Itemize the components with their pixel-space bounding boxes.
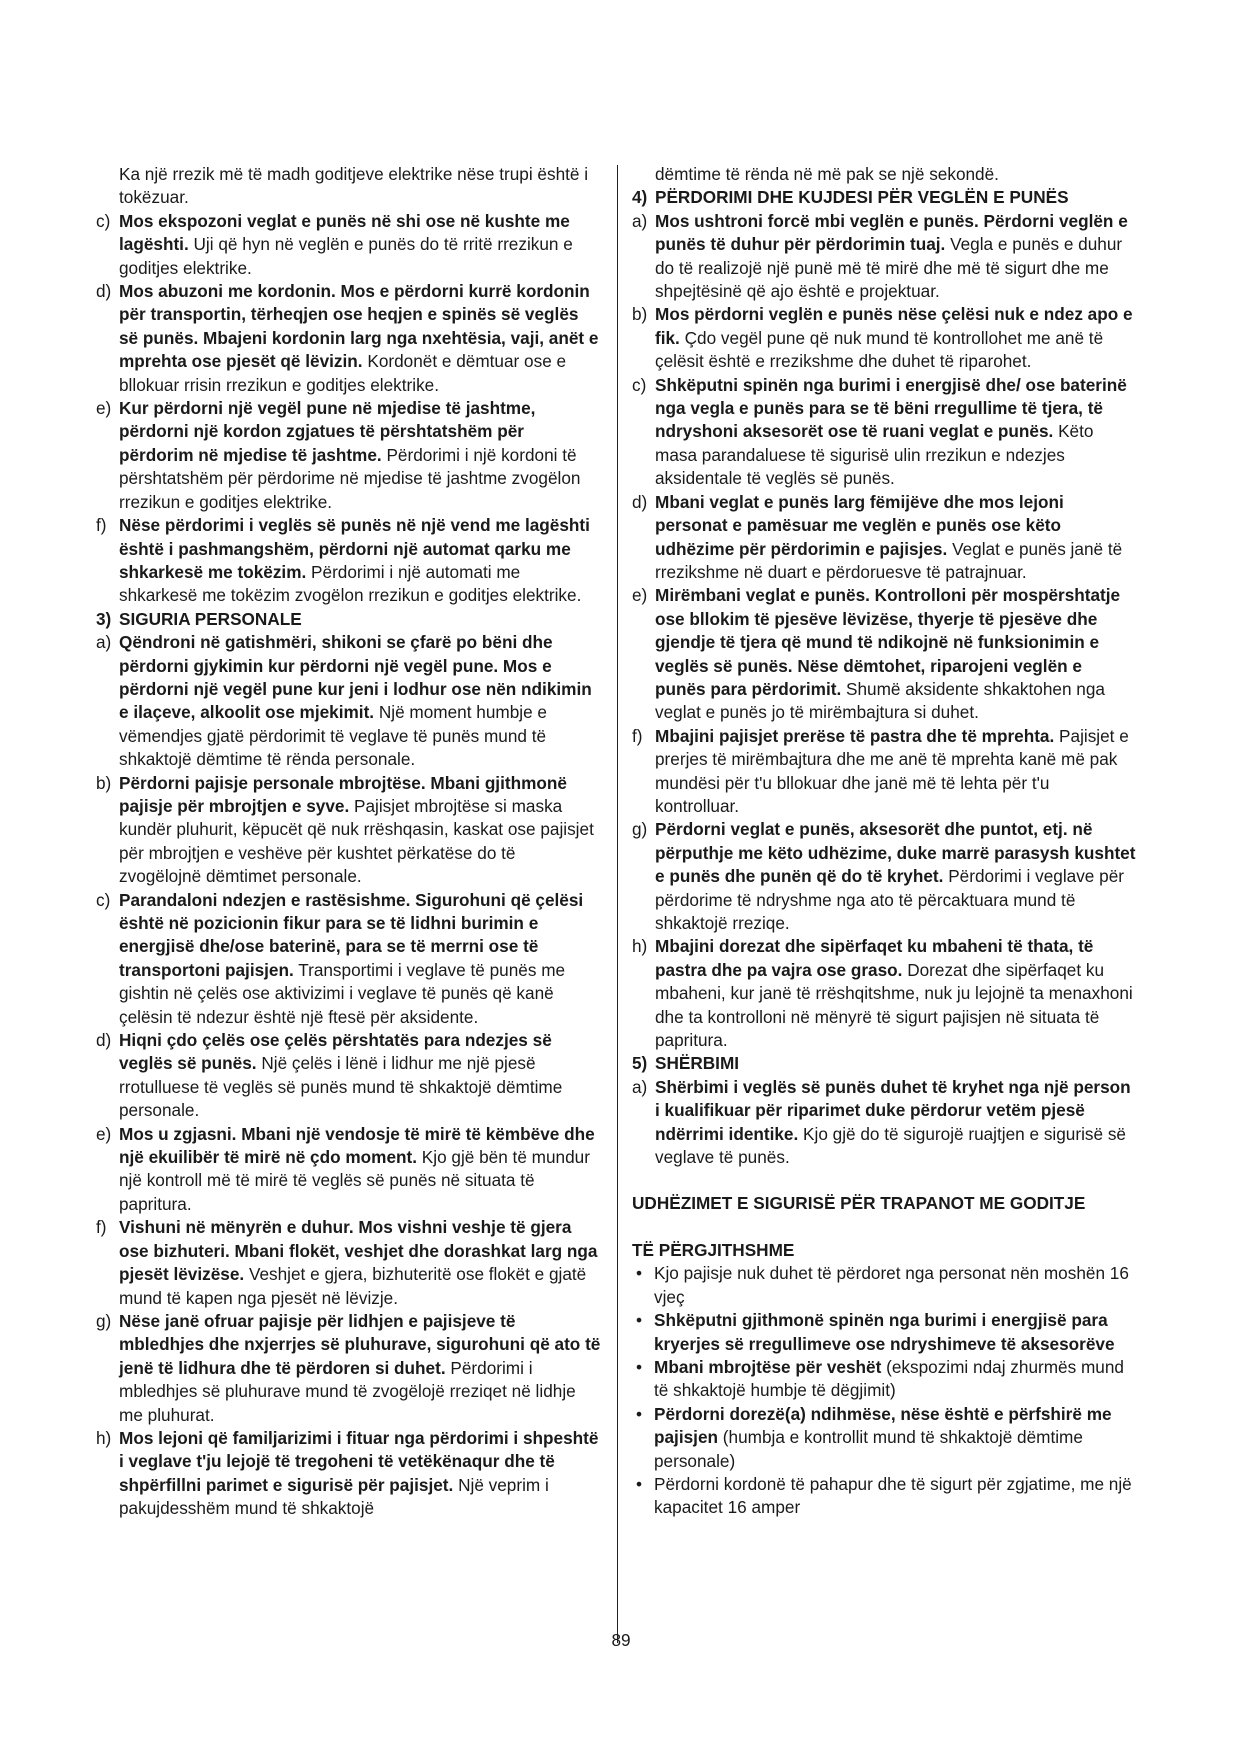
item-label: d) [632, 491, 648, 512]
list-item [96, 772, 601, 889]
item-body-text: Veglat e punës janë të rrezikshme në duart e përdoruesve të patrajnuar. [655, 538, 1123, 582]
item-label: d) [96, 281, 112, 302]
list-item [96, 631, 601, 771]
item-label: e) [632, 585, 648, 606]
item-bold-text: Mos lejoni që familjarizimi i fituar nga përdorimi i shpeshtë i veglave t'ju lejojë të tregoheni të vetëkënaqur dhe të shpërfillni parimet e sigurisë për pajisjet. [119, 1427, 599, 1495]
item-body-text: Dorezat dhe sipërfaqet ku mbaheni, kur janë të rrëshqitshme, nuk ju lejojnë ta menaxhoni dhe ta kontrolloni në mënyrë të sigurt pajisjen në situata të papritura. [655, 959, 1133, 1051]
item-label: d) [96, 1030, 112, 1051]
list-item [632, 935, 1137, 1052]
left-column [96, 163, 601, 1521]
item-body-text: (humbja e kontrollit mund të shkaktojë dëmtime personale) [654, 1427, 1083, 1471]
paragraph-continuation: Ka një rrezik më të madh goditjeve elektrike nëse trupi është i tokëzuar. [119, 164, 589, 208]
list-item [632, 818, 1137, 935]
list-item [96, 1029, 601, 1123]
right-column [632, 163, 1137, 1520]
item-label: h) [632, 936, 648, 957]
item-bold-text: Mbajini dorezat dhe sipërfaqet ku mbaheni të thata, të pastra dhe pa vajra ose graso. [655, 936, 1094, 980]
item-label: a) [96, 632, 112, 653]
column-divider [617, 165, 618, 1643]
section-number: 5) [632, 1053, 648, 1074]
item-label: a) [632, 1076, 648, 1097]
bullet-item [632, 1473, 1137, 1520]
item-bold-text: Hiqni çdo çelës ose çelës përshtatës para ndezjes së veglës së punës. [119, 1030, 552, 1074]
item-bold-text: Vishuni në mënyrën e duhur. Mos vishni veshje të gjera ose bizhuteri. Mbani flokët, veshjet dhe dorashkat larg nga pjesët lëvizëse. [119, 1217, 598, 1285]
list-item [632, 584, 1137, 724]
item-label: e) [96, 1123, 112, 1144]
list-item [632, 303, 1137, 373]
list-item [96, 1123, 601, 1217]
item-label: h) [96, 1427, 112, 1448]
bullet-mark: • [636, 1356, 643, 1377]
item-label: g) [96, 1310, 112, 1331]
bullet-item [632, 1403, 1137, 1473]
item-body-text: Çdo vegël pune që nuk mund të kontrollohet me anë të çelësit është e rrezikshme dhe duhet të riparohet. [655, 327, 1104, 372]
item-body-text: Përdorimi i veglave për përdorime të ndryshme nga ato të përcaktuara mund të shkaktojë rreziqe. [655, 866, 1124, 933]
item-body-text: Një çelës i lënë i lidhur me një pjesë rrotulluese të veglës së punës mund të shkaktojë dëmtime personale. [119, 1053, 563, 1121]
item-body-text: Përdorimi i një automati me shkarkesë me tokëzim zvogëlon rrezikun e goditjes elektrike. [119, 561, 582, 606]
item-bold-text: Mos abuzoni me kordonin. Mos e përdorni kurrë kordonin për transportin, tërheqjen ose heqjen e spinës së veglës së punës. Mbajeni kordonin larg nga nxehtësia, vaji, anët e mprehta ose pjesët që lëvizin. [119, 281, 599, 372]
item-label: f) [96, 515, 107, 536]
item-label: c) [96, 210, 111, 231]
list-item [632, 725, 1137, 819]
item-body-text: Përdorimi i mbledhjes së pluhurave mund të zvogëlojë rreziqet në lidhje me pluhurat. [119, 1357, 576, 1425]
item-body-text: Përdorimi i një kordoni të përshtatshëm për përdorime në mjedise të jashtme zvogëlon rrezikun e goditjes elektrike. [119, 444, 581, 512]
item-bold-text: Mbani mbrojtëse për veshët [654, 1356, 882, 1377]
list-item [96, 1310, 601, 1427]
item-bold-text: Mirëmbani veglat e punës. Kontrolloni për mospërshtatje ose bllokim të pjesëve lëvizëse, thyerje të pjesëve dhe gjendje të tjera që mund të ndikojnë në funksionimin e veglës së punës. Nëse dëmtohet, riparojeni veglën e punës para përdorimit. [655, 585, 1121, 699]
bullet-mark: • [636, 1403, 643, 1424]
section-title [96, 608, 601, 631]
item-body-text: Veshjet e gjera, bizhuteritë ose flokët e gjatë mund të kapen nga pjesët në lëvizje. [119, 1264, 587, 1308]
bullet-mark: • [636, 1263, 643, 1284]
list-item [96, 397, 601, 514]
bullet-mark: • [636, 1310, 643, 1331]
item-bold-text: Mbani veglat e punës larg fëmijëve dhe mos lejoni personat e pamësuar me veglën e punës ose këto udhëzime për përdorimin e pajisjes. [655, 491, 1064, 559]
item-bold-text: Shërbimi i veglës së punës duhet të kryhet nga një person i kualifikuar për riparimet duke përdorur vetëm pjesë ndërrimi identike. [655, 1076, 1131, 1144]
item-bold-text: Mos ushtroni forcë mbi veglën e punës. Përdorni veglën e punës të duhur për përdorimin tuaj. [655, 210, 1128, 255]
section-number: 3) [96, 608, 112, 629]
item-body-text: Këto masa parandaluese të sigurisë ulin rrezikun e ndezjes aksidentale të veglës së punës. [655, 421, 1094, 489]
spacer [632, 1216, 1137, 1239]
section-title [632, 1052, 1137, 1075]
item-body-text: Pajisjet mbrojtëse si maska kundër pluhurit, këpucët që nuk rrëshqasin, kaskat ose pajisjet për mbrojtjen e veshëve për kushtet përkatëse do të zvogëlojnë dëmtimet personale. [119, 795, 594, 887]
item-body-text: Uji që hyn në veglën e punës do të rritë rrezikun e goditjes elektrike. [119, 234, 573, 278]
section-heading: UDHËZIMET E SIGURISË PËR TRAPANOT ME GODITJE [632, 1193, 1086, 1214]
item-bold-text: Mbajini pajisjet prerëse të pastra dhe të mprehta. [655, 725, 1055, 746]
item-body-text: Shumë aksidente shkaktohen nga veglat e punës jo të mirëmbajtura si duhet. [655, 678, 1105, 723]
section-title-text: SHËRBIMI [655, 1053, 740, 1074]
item-label: a) [632, 210, 648, 231]
list-item [96, 889, 601, 1029]
bullet-item [632, 1356, 1137, 1403]
item-label: b) [632, 304, 648, 325]
item-body-text: Përdorni kordonë të pahapur dhe të sigurt për zgjatime, me një kapacitet 16 amper [654, 1473, 1132, 1518]
item-body-text: Kjo pajisje nuk duhet të përdoret nga personat nën moshën 16 vjeç [654, 1263, 1129, 1307]
item-label: g) [632, 819, 648, 840]
item-body-text: Kordonët e dëmtuar ose e bllokuar rrisin rrezikun e goditjes elektrike. [119, 351, 567, 395]
section-title-text: SIGURIA PERSONALE [119, 608, 302, 629]
item-body-text: (ekspozimi ndaj zhurmës mund të shkaktojë humbje të dëgjimit) [654, 1356, 1124, 1401]
list-item [96, 514, 601, 608]
item-label: f) [632, 725, 643, 746]
item-bold-text: Mos përdorni veglën e punës nëse çelësi nuk e ndez apo e fik. [655, 304, 1133, 348]
item-bold-text: Shkëputni gjithmonë spinën nga burimi i energjisë para kryerjes së rregullimeve ose ndryshimeve të aksesorëve [654, 1310, 1115, 1354]
list-item [632, 374, 1137, 491]
list-item [96, 280, 601, 397]
item-body-text: Një moment humbje e vëmendjes gjatë përdorimit të veglave të punës mund të shkaktojë dëmtime të rënda personale. [119, 702, 547, 770]
item-bold-text: Shkëputni spinën nga burimi i energjisë dhe/ ose baterinë nga vegla e punës para se të bëni rregullime të tjera, të ndryshoni aksesorët ose të ruani veglat e punës. [655, 374, 1127, 442]
list-item [632, 491, 1137, 585]
item-bold-text: Mos ekspozoni veglat e punës në shi ose në kushte me lagështi. [119, 210, 570, 255]
item-bold-text: Nëse përdorimi i veglës së punës në një vend me lagështi është i pashmangshëm, përdorni një automat qarku me shkarkesë me tokëzim. [119, 515, 590, 582]
bullet-mark: • [636, 1473, 643, 1494]
spacer [632, 1169, 1137, 1192]
item-bold-text: Kur përdorni një vegël pune në mjedise të jashtme, përdorni një kordon zgjatues të përshtatshëm për përdorim në mjedise të jashtme. [119, 398, 536, 465]
item-label: c) [96, 889, 111, 910]
section-title [632, 186, 1137, 209]
item-bold-text: Përdorni veglat e punës, aksesorët dhe puntot, etj. në përputhje me këto udhëzime, duke marrë parasysh kushtet e punës dhe punën që do të kryhet. [655, 819, 1136, 887]
item-label: b) [96, 772, 112, 793]
item-label: e) [96, 398, 112, 419]
item-bold-text: Qëndroni në gatishmëri, shikoni se çfarë po bëni dhe përdorni gjykimin kur përdorni një vegël pune. Mos e përdorni një vegël pune kur jeni i lodhur ose nën ndikimin e ilaçeve, alkoolit ose mjekimit. [119, 632, 592, 723]
paragraph-continuation: dëmtime të rënda në më pak se një sekondë. [655, 164, 999, 184]
item-label: c) [632, 374, 647, 395]
bullet-item [632, 1262, 1137, 1309]
section-title-text: PËRDORIMI DHE KUJDESI PËR VEGLËN E PUNËS [655, 187, 1069, 208]
list-item [632, 210, 1137, 304]
item-body-text: Një veprim i pakujdesshëm mund të shkaktojë [119, 1474, 549, 1519]
section-number: 4) [632, 187, 648, 208]
item-bold-text: Përdorni dorezë(a) ndihmëse, nëse është e përfshirë me pajisjen [654, 1403, 1112, 1448]
list-item [96, 1216, 601, 1310]
list-item [96, 210, 601, 280]
section-heading: TË PËRGJITHSHME [632, 1239, 795, 1260]
item-bold-text: Nëse janë ofruar pajisje për lidhjen e pajisjeve të mbledhjes dhe nxjerrjes së pluhurave, sigurohuni që ato të jenë të lidhura dhe të përdoren si duhet. [119, 1310, 601, 1378]
item-bold-text: Përdorni pajisje personale mbrojtëse. Mbani gjithmonë pajisje për mbrojtjen e syve. [119, 772, 567, 816]
page-number: 89 [611, 1630, 631, 1650]
item-body-text: Transportimi i veglave të punës me gishtin në çelës ose aktivizimi i veglave të punës që kanë çelësin të ndezur është një ftesë për aksidente. [119, 959, 566, 1027]
bullet-item [632, 1309, 1137, 1356]
list-item [96, 1427, 601, 1521]
list-item [632, 1076, 1137, 1170]
item-label: f) [96, 1217, 107, 1238]
item-body-text: Vegla e punës e duhur do të realizojë një punë më të mirë dhe më të sigurt dhe me shpejtësinë që ajo është e projektuar. [655, 234, 1123, 302]
item-body-text: Kjo gjë do të sigurojë ruajtjen e sigurisë së veglave të punës. [655, 1123, 1126, 1168]
item-body-text: Pajisjet e prerjes të mirëmbajtura dhe me anë të mprehta kanë më pak mundësi për t'u bllokuar dhe janë më të lehta për t'u kontrolluar. [655, 725, 1129, 816]
item-bold-text: Parandaloni ndezjen e rastësishme. Sigurohuni që çelësi është në pozicionin fikur para se të lidhni burimin e energjisë dhe/ose baterinë, para se të merrni ose të transportoni pajisjen. [119, 889, 584, 980]
item-body-text: Kjo gjë bën të mundur një kontroll më të mirë të veglës së punës në situata të papritura. [119, 1147, 590, 1214]
item-bold-text: Mos u zgjasni. Mbani një vendosje të mirë të këmbëve dhe një ekuilibër të mirë në çdo moment. [119, 1123, 595, 1168]
